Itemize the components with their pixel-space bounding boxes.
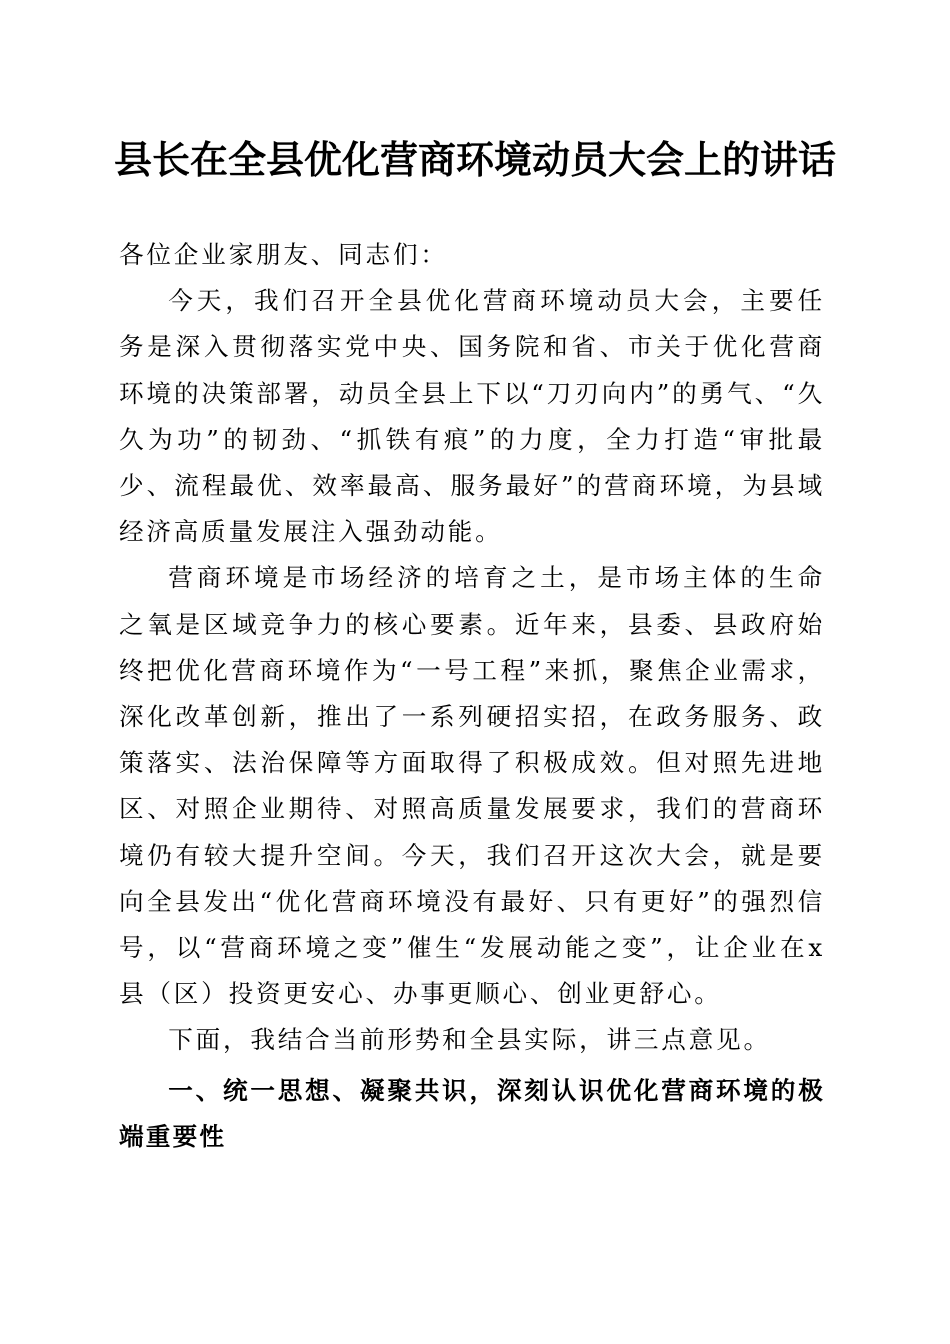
document-title: 县长在全县优化营商环境动员大会上的讲话: [113, 137, 836, 182]
paragraph-background: 营商环境是市场经济的培育之土，是市场主体的生命之氧是区域竞争力的核心要素。近年来，县委、县政府始终把优化营商环境作为“一号工程”来抓，聚焦企业需求，深化改革创新，推出了一系列硬招实招，在政务服务、政策落实、法治保障等方面取得了积极成效。但对照先进地区、对照企业期待、对照高质量发展要求，我们的营商环境仍有较大提升空间。今天，我们召开这次大会，就是要向全县发出“优化营商环境没有最好、只有更好”的强烈信号，以“营商环境之变”催生“发展动能之变”，让企业在x县（区）投资更安心、办事更顺心、创业更舒心。: [119, 563, 825, 1009]
document-body: [119, 232, 825, 1160]
salutation: 各位企业家朋友、同志们：: [119, 240, 448, 269]
section-heading: 一、统一思想、凝聚共识，深刻认识优化营商环境的极端重要性: [119, 1075, 825, 1151]
paragraph-transition: 下面，我结合当前形势和全县实际，讲三点意见。: [168, 1025, 771, 1055]
paragraph-opening: 今天，我们召开全县优化营商环境动员大会，主要任务是深入贯彻落实党中央、国务院和省、市关于优化营商环境的决策部署，动员全县上下以“刀刃向内”的勇气、“久久为功”的韧劲、“抓铁有痕”的力度，全力打造“审批最少、流程最优、效率最高、服务最好”的营商环境，为县域经济高质量发展注入强劲动能。: [119, 286, 825, 547]
